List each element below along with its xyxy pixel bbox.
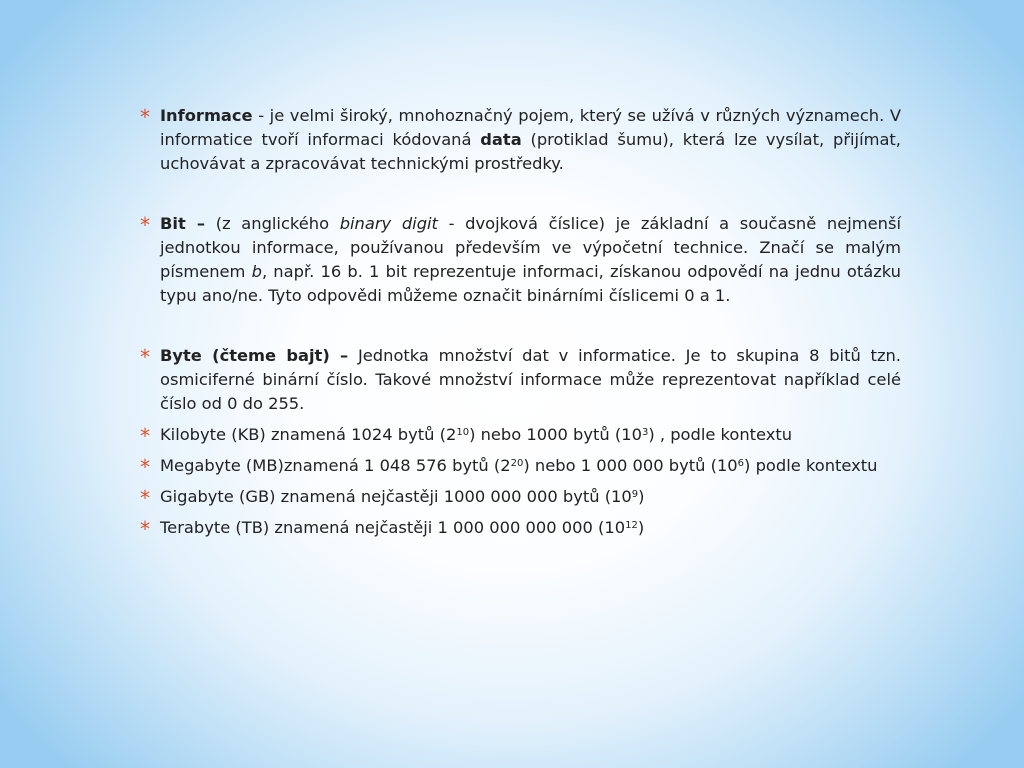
- item-text: ) podle kontextu: [744, 456, 878, 475]
- exponent: 12: [625, 520, 638, 531]
- item-text: Gigabyte (GB) znamená nejčastěji 1000 000 000 bytů (10: [160, 487, 632, 506]
- item-text: (z anglického: [205, 214, 340, 233]
- item-text: - dvojková číslice) je základní a současně nejmenší jednotkou informace, používanou především ve výpočetní technice. Značí se malým písmenem: [160, 214, 901, 281]
- item-text: , např. 16 b. 1 bit reprezentuje informaci, získanou odpovědí na jednu otázku typu ano/ne. Tyto odpovědi můžeme označit binárními číslicemi 0 a 1.: [160, 262, 901, 305]
- bullet-icon: *: [140, 517, 150, 541]
- item-text: ): [638, 487, 645, 506]
- term-byte: Byte (čteme bajt) –: [160, 346, 349, 365]
- exponent: 6: [737, 458, 745, 469]
- exponent: 20: [510, 458, 524, 469]
- exponent: 3: [641, 427, 649, 438]
- bullet-icon: *: [140, 345, 150, 369]
- bullet-icon: *: [140, 455, 150, 479]
- list-item-informace: [138, 104, 901, 176]
- list-item-terabyte: [138, 516, 901, 540]
- item-text: ) nebo 1000 bytů (10: [469, 425, 642, 444]
- list-item-kilobyte: [138, 423, 901, 447]
- exponent: 9: [631, 489, 639, 500]
- item-text: Megabyte (MB)znamená 1 048 576 bytů (2: [160, 456, 511, 475]
- list-item-bit: [138, 212, 901, 308]
- term-informace: Informace: [160, 106, 253, 125]
- term-binary-digit: binary digit: [339, 214, 438, 233]
- list-item-gigabyte: [138, 485, 901, 509]
- bullet-icon: *: [140, 424, 150, 448]
- item-text: Jednotka množství dat v informatice. Je to skupina 8 bitů tzn. osmiciferné binární číslo. Takové množství informace může reprezentovat například celé číslo od 0 do 255.: [160, 346, 901, 413]
- term-b: b: [251, 262, 262, 281]
- item-text: ) , podle kontextu: [648, 425, 793, 444]
- slide-content: [138, 104, 901, 540]
- item-text: (protiklad šumu), která lze vysílat, přijímat, uchovávat a zpracovávat technickými prostředky.: [160, 130, 901, 173]
- item-text: Kilobyte (KB) znamená 1024 bytů (2: [160, 425, 457, 444]
- term-bit: Bit –: [160, 214, 206, 233]
- exponent: 10: [456, 427, 470, 438]
- list-item-megabyte: [138, 454, 901, 478]
- bullet-icon: *: [140, 486, 150, 510]
- bullet-icon: *: [140, 105, 150, 129]
- term-data: data: [480, 130, 522, 149]
- bullet-icon: *: [140, 213, 150, 237]
- item-text: ): [637, 518, 645, 537]
- item-text: ) nebo 1 000 000 bytů (10: [523, 456, 738, 475]
- item-text: Terabyte (TB) znamená nejčastěji 1 000 000 000 000 (10: [160, 518, 626, 537]
- item-text: - je velmi široký, mnohoznačný pojem, který se užívá v různých významech. V informatice tvoří informaci kódovaná: [160, 106, 901, 149]
- list-item-byte: [138, 344, 901, 416]
